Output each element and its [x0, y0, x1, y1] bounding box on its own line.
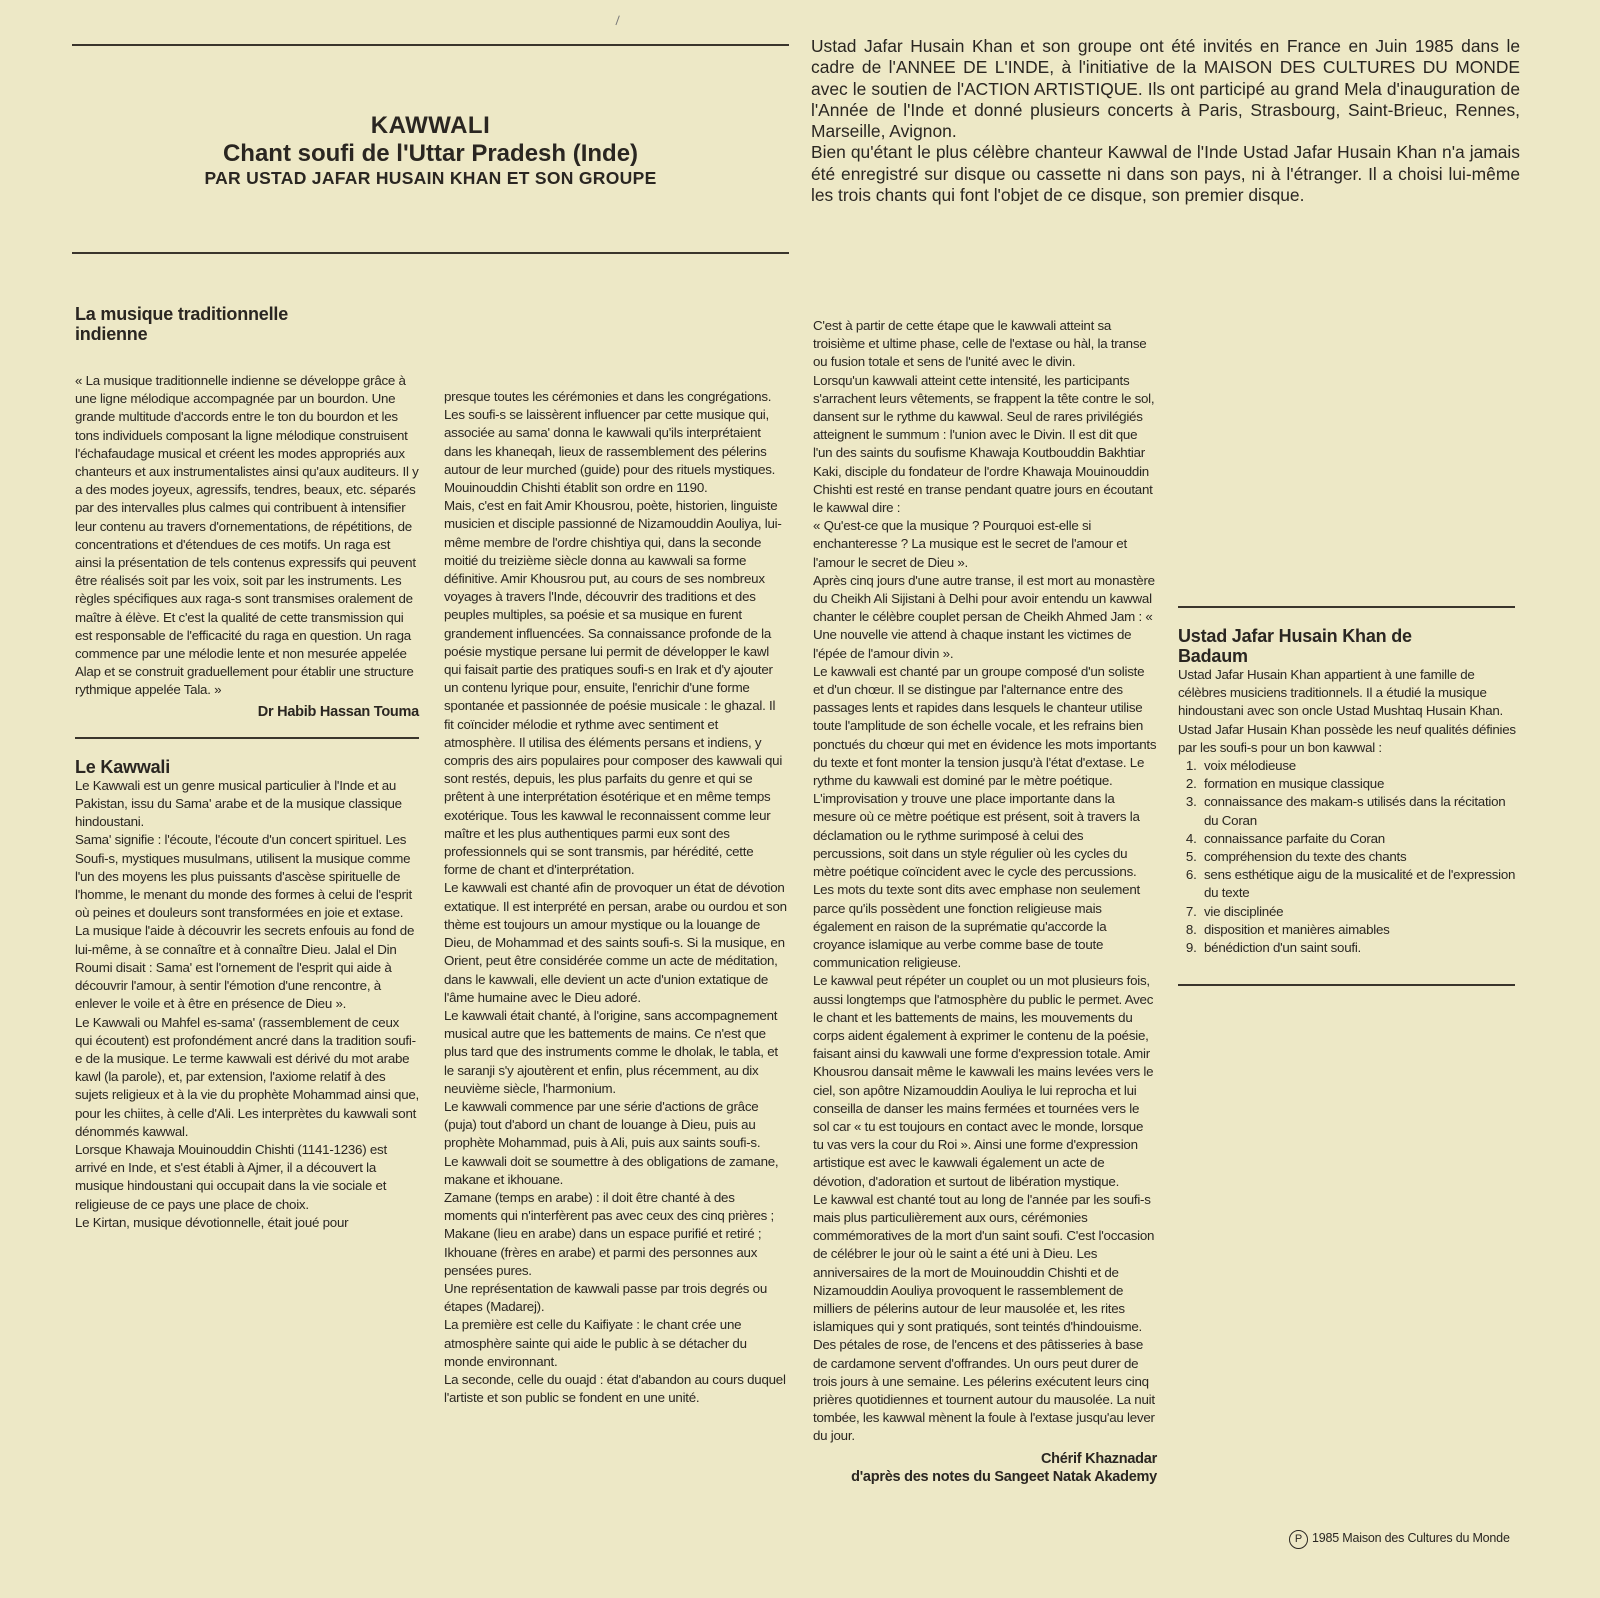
list-item: 3. connaissance des makam-s utilisés dans la récitation du Coran [1200, 793, 1520, 829]
body-paragraph: Le kawwali doit se soumettre à des obligations de zamane, makane et ikhouane. [444, 1153, 779, 1187]
album-subtitle: Chant soufi de l'Uttar Pradesh (Inde) [222, 140, 639, 167]
body-paragraph: Le kawwal peut répéter un couplet ou un mot plusieurs fois, aussi longtemps que l'atmosphère du public le permet. Avec le chant et les battements de mains, les mouvements du corps aident également à exprimer le contenu de la poésie, faisant ainsi du kawwali une forme d'expression totale. Amir Khousrou dansait même le kawwali les mains levées vers le ciel, son apôtre Nizamouddin Aouliya le lui reprocha et lui conseilla de danser les mains fermées et tournées vers le sol car « tu est toujours en contact avec le monde, lorsque tu vas vers la cour du Roi ». Ainsi une forme d'expression artistique est avec le kawwali également un acte de dévotion, d'adoration et surtout de libération mystique. [813, 973, 1154, 1189]
body-paragraph: presque toutes les cérémonies et dans les congrégations. Les soufi-s se laissèrent influencer par cette musique qui, associée au sama' donna le kawwali qu'ils interprétaient dans les khaneqah, lieux de rassemblement des pélerins autour de leur murched (guide) pour des rituels mystiques. Mouinouddin Chishti établit son ordre en 1190. [444, 389, 776, 496]
album-byline: PAR USTAD JAFAR HUSAIN KHAN ET SON GROUPE [204, 168, 657, 188]
body-paragraph: Ustad Jafar Husain Khan appartient à une famille de célèbres musiciens traditionnels. Il a étudié la musique hindoustani avec son oncle Ustad Mushtaq Husain Khan. Ustad Jafar Husain Khan possède les neuf qualités définies par les soufi-s pour un bon kawwal : [1178, 667, 1516, 755]
list-item: 9. bénédiction d'un saint soufi. [1200, 939, 1520, 957]
body-paragraph: Le Kawwali est un genre musical particulier à l'Inde et au Pakistan, issu du Sama' arabe et de la musique classique hindoustani. [75, 777, 402, 830]
quote-text: « La musique traditionnelle indienne se développe grâce à une ligne mélodique accompagnée par un bourdon. Une grande multitude d'accords entre le ton du bourdon et les tons individuels composant la ligne mélodique construisent l'échafaudage musical et créent les modes appropriés aux chanteurs et aux instrumentalistes ainsi qu'aux auditeurs. Il y a des modes joyeux, agressifs, tendres, beaux, etc. séparés par des intervalles plus calmes qui contribuent à intensifier leur contenu au travers d'ornementations, de répétitions, de concentrations et d'étendues de ces motifs. Un raga est ainsi la présentation de tels contenus expressifs qui peuvent être réalisés soit par les voix, soit par les instruments. Les règles spécifiques aux raga-s sont transmises oralement de maître à élève. Et c'est la qualité de cette transmission qui est responsable de l'efficacité du raga en question. Un raga commence par une mélodie lente et non mesurée appelée Alap et se construit graduellement pour établir une structure rythmique appelée Tala. » [75, 373, 419, 698]
bio-top-rule [1178, 606, 1515, 608]
author-signature: Chérif Khaznadar [1040, 1450, 1157, 1467]
body-paragraph: Le kawwali était chanté, à l'origine, sans accompagnement musical autre que les battements de mains. Ce n'est que plus tard que des instruments comme le dholak, le tabla, et le saranji s'y ajoutèrent et enfin, plus récemment, au dix neuvième siècle, l'harmonium. [444, 1007, 778, 1096]
body-paragraph: Le Kawwali ou Mahfel es-sama' (rassemblement de ceux qui écoutent) est profondément ancré dans la tradition soufi-e de la musique. Le terme kawwali est dérivé du mot arabe kawl (la parole), et, par extension, l'axiome relatif à des sujets religieux et à la vie du prophète Mohammad ainsi que, pour les chiites, à celle d'Ali. Les interprètes du kawwali sont dénommés kawwal. [75, 1014, 420, 1139]
intro-paragraph: Bien qu'étant le plus célèbre chanteur Kawwal de l'Inde Ustad Jafar Husain Khan n'a jamais été enregistré sur disque ou cassette ni dans son pays, ni à l'étranger. Il a choisi lui-même les trois chants qui font l'objet de ce disque, son premier disque. [811, 142, 1520, 206]
qualities-list [1178, 757, 1520, 957]
body-paragraph: C'est à partir de cette étape que le kawwali atteint sa troisième et ultime phase, celle de l'extase ou hàl, la transe ou fusion totale et sens de l'unité avec le divin. [813, 318, 1147, 370]
header-bottom-rule [72, 252, 789, 254]
list-item: 5. compréhension du texte des chants [1200, 848, 1520, 866]
section-heading: La musique traditionnelle indienne [75, 304, 289, 344]
section-heading: Le Kawwali [75, 756, 171, 777]
list-item: 6. sens esthétique aigu de la musicalité et de l'expression du texte [1200, 866, 1520, 902]
list-item: 7. vie disciplinée [1200, 903, 1520, 921]
album-title: KAWWALI [370, 112, 491, 139]
body-paragraph: Lorsqu'un kawwali atteint cette intensité, les participants s'arrachent leurs vêtements, se frappent la tête contre le sol, dansent sur le rythme du kawwal. Seul de rares privilégiés atteignent le summum : l'union avec le Divin. Il est dit que l'un des saints du soufisme Khawaja Koutbouddin Bakhtiar Kaki, disciple du fondateur de l'ordre Khawaja Mouinouddin Chishti est resté en transe pendant quatre jours en écoutant le kawwal dire : [813, 372, 1155, 516]
section-divider [75, 737, 419, 739]
body-paragraph: Le kawwali est chanté par un groupe composé d'un soliste et d'un chœur. Il se distingue par l'alternance entre des passages lents et rapides dans lesquels le chanteur utilise toute l'amplitude de son échelle vocale, et les refrains bien ponctués du chœur qui met en évidence les mots importants du texte et font monter la tension jusqu'à l'état d'extase. Le rythme du kawwali est dominé par le mètre poétique. L'improvisation y trouve une place importante dans la mesure où ce mètre poétique est présent, soit à travers la déclamation ou le rythme surimposé à celui des percussions, soit dans un style régulier où les cycles du mètre poétique coïncident avec le cycle des percussions. Les mots du texte sont dits avec emphase non seulement parce qu'ils possèdent une fonction religieuse mais également en raison de la suprématie qu'accorde la croyance islamique au verbe comme base de toute communication religieuse. [813, 663, 1157, 971]
body-paragraph: Après cinq jours d'une autre transe, il est mort au monastère du Cheikh Ali Sijistani à Delhi pour avoir entendu un kawwal chanter le célèbre couplet persan de Cheikh Ahmed Jam : « Une nouvelle vie attend à chaque instant les victimes de l'épée de l'amour divin ». [813, 572, 1155, 661]
author-source: d'après des notes du Sangeet Natak Akademy [851, 1468, 1157, 1485]
album-header [72, 112, 789, 189]
list-item: 4. connaissance parfaite du Coran [1200, 830, 1520, 848]
body-paragraph: Le kawwal est chanté tout au long de l'année par les soufi-s mais plus particulièrement aux ours, cérémonies commémoratives de la mort d'un saint soufi. C'est l'occasion de célébrer le jour où le saint a été uni à Dieu. Les anniversaires de la mort de Mouinouddin Chishti et de Nizamouddin Aouliya provoquent le rassemblement de milliers de pélerins autour de leur mausolée et, les rites islamiques qui y sont pratiqués, sont teintés d'hindouisme. Des pétales de rose, de l'encens et des pâtisseries à base de cardamone servent d'offrandes. Un ours peut durer de trois jours à une semaine. Les pélerins exécutent leurs cinq prières quotidiennes et tournent autour du mausolée. La nuit tombée, les kawwal mènent la foule à l'extase jusqu'au lever du jour. [813, 1191, 1155, 1444]
column-3 [813, 317, 1157, 1486]
copyright-text: 1985 Maison des Cultures du Monde [1312, 1531, 1510, 1545]
body-paragraph: Le Kirtan, musique dévotionnelle, était joué pour [75, 1214, 349, 1230]
body-paragraph: « Qu'est-ce que la musique ? Pourquoi est-elle si enchanteresse ? La musique est le secret de l'amour et l'amour le secret de Dieu ». [813, 518, 1127, 570]
section-heading: Ustad Jafar Husain Khan de Badaum [1178, 626, 1412, 666]
body-paragraph: Le kawwali est chanté afin de provoquer un état de dévotion extatique. Il est interprété en persan, arabe ou ourdou et son thème est toujours un amour mystique ou la louange de Dieu, de Mohammad et des saints soufi-s. Si la musique, en Orient, peut être considérée comme un acte de méditation, dans le kawwali, elle devient un acte d'union extatique de l'âme humaine avec le Dieu adoré. [444, 880, 787, 1005]
body-paragraph: Zamane (temps en arabe) : il doit être chanté à des moments qui n'interfèrent pas avec ceux des cinq prières ; Makane (lieu en arabe) dans un espace purifié et retiré ; Ikhouane (frères en arabe) et parmi des personnes aux pensées pures. [444, 1189, 774, 1278]
body-paragraph: Lorsque Khawaja Mouinouddin Chishti (1141-1236) est arrivé en Inde, et s'est établi à Ajmer, il a découvert la musique hindoustani qui occupait dans la vie sociale et religieuse de ce pays une place de choix. [75, 1141, 387, 1212]
intro-text [811, 36, 1520, 206]
body-paragraph: Une représentation de kawwali passe par trois degrés ou étapes (Madarej). [444, 1280, 767, 1315]
body-paragraph: Le kawwali commence par une série d'actions de grâce (puja) tout d'abord un chant de louange à Dieu, puis au prophète Mohammad, puis à Ali, puis aux saints soufi-s. [444, 1098, 761, 1151]
list-item: 1. voix mélodieuse [1200, 757, 1520, 775]
quote-author: Dr Habib Hassan Touma [257, 703, 419, 720]
column-2 [444, 388, 788, 1407]
intro-paragraph: Ustad Jafar Husain Khan et son groupe ont été invités en France en Juin 1985 dans le cadre de l'ANNEE DE L'INDE, à l'initiative de la MAISON DES CULTURES DU MONDE avec le soutien de l'ACTION ARTISTIQUE. Ils ont participé au grand Mela d'inauguration de l'Année de l'Inde et donné plusieurs concerts à Paris, Strasbourg, Saint-Brieuc, Rennes, Marseille, Avignon. [811, 36, 1520, 142]
body-paragraph: La seconde, celle du ouajd : état d'abandon au cours duquel l'artiste et son public se fondent en une unité. [444, 1371, 786, 1406]
list-item: 8. disposition et manières aimables [1200, 921, 1520, 939]
body-paragraph: La première est celle du Kaifiyate : le chant crée une atmosphère sainte qui aide le public à se détacher du monde environnant. [444, 1317, 747, 1369]
bio-bottom-rule [1178, 984, 1515, 986]
phonogram-icon: P [1289, 1530, 1308, 1549]
list-item: 2. formation en musique classique [1200, 775, 1520, 793]
pen-mark [615, 15, 623, 26]
body-paragraph: Mais, c'est en fait Amir Khousrou, poète, historien, linguiste musicien et disciple passionné de Nizamouddin Aouliya, lui-même membre de l'ordre chishtiya qui, dans la seconde moitié du treizième siècle donna au kawwali sa forme définitive. Amir Khousrou put, au cours de ses nombreux voyages à travers l'Inde, découvrir des traditions et des peuples multiples, sa poésie et sa musique en furent grandement influencées. Sa connaissance profonde de la poésie mystique persane lui permit de développer le kawl qui faisait partie des pratiques soufi-s en Irak et d'y ajouter un contenu lyrique pour, ensuite, l'enrichir d'une forme spontanée et passionnée de poésie musicale : le ghazal. Il fit coïncider mélodie et rythme avec sentiment et atmosphère. Il utilisa des éléments persans et indiens, y compris des airs populaires pour composer des kawwali qui sont restés, depuis, les plus parfaits du genre et qui se prêtent à une interprétation ésotérique et en même temps exotérique. Tous les kawwal le reconnaissent comme leur maître et les plus authentiques parmi eux sont des professionnels qui se sont transmis, par hérédité, cette forme de chant et d'interprétation. [444, 498, 783, 878]
copyright-notice [1289, 1530, 1510, 1549]
header-top-rule [72, 44, 789, 46]
column-4 [1178, 626, 1520, 957]
body-paragraph: Sama' signifie : l'écoute, l'écoute d'un concert spirituel. Les Soufi-s, mystiques musulmans, utilisent la musique comme l'un des moyens les plus puissants d'ascèse spirituelle de l'homme, le menant du monde des formes à celui de l'esprit où peines et douleurs sont transformées en joie et extase. La musique l'aide à découvrir les secrets enfouis au fond de lui-même, à se connaître et à connaître Dieu. Jalal el Din Roumi disait : Sama' est l'ornement de l'esprit qui aide à découvrir l'amour, à sentir l'émotion d'une rencontre, à enlever le voile et à être en présence de Dieu ». [75, 832, 415, 1012]
column-1 [75, 304, 419, 1232]
